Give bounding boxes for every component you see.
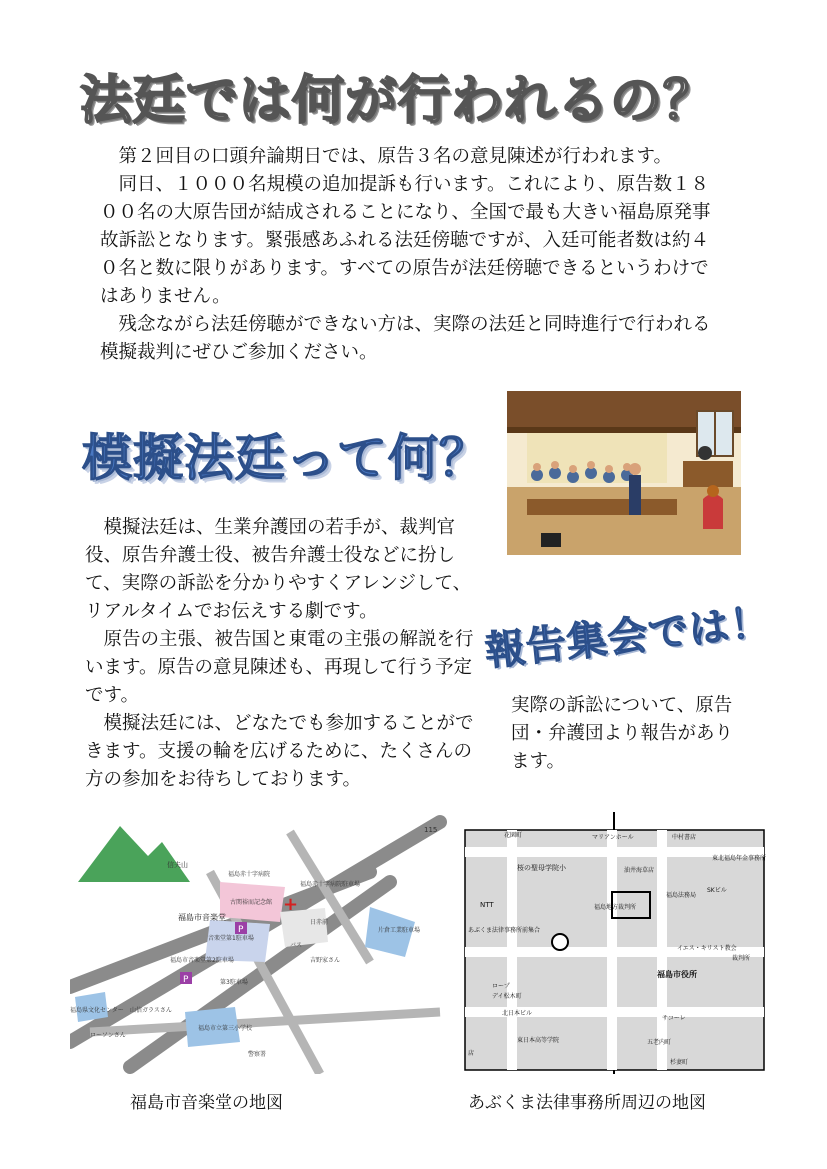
svg-text:杉妻町: 杉妻町	[670, 1059, 689, 1066]
svg-text:あぶくま法律事務所前集合: あぶくま法律事務所前集合	[468, 927, 541, 934]
svg-text:福島赤十字病院: 福島赤十字病院	[228, 871, 271, 878]
svg-text:北日本ビル: 北日本ビル	[502, 1010, 533, 1017]
svg-text:日赤前: 日赤前	[310, 919, 329, 926]
svg-text:SKビル: SKビル	[707, 887, 727, 894]
svg-text:サコーレ: サコーレ	[662, 1015, 686, 1022]
svg-text:福島地方裁判所: 福島地方裁判所	[594, 904, 637, 911]
heading-report-meeting: 報告集会では！	[482, 599, 774, 676]
intro-text	[100, 143, 725, 367]
svg-text:ローソンさん: ローソンさん	[90, 1032, 126, 1039]
svg-text:福島法務局: 福島法務局	[666, 892, 697, 899]
intro-paragraph-2: 同日、１０００名規模の追加提訴も行います。これにより、原告数１８００名の大原告団が結成されることになり、全国で最も大きい福島原発事故訴訟となります。緊張感あふれる法廷傍聴ですが、入廷可能者数は約４０名と数に限りがあります。すべての原告が法廷傍聴できるというわけではありません。	[100, 174, 711, 307]
svg-text:福島市立第三小学校: 福島市立第三小学校	[198, 1025, 253, 1032]
concert-hall-map	[70, 812, 450, 1074]
svg-text:福島市役所: 福島市役所	[657, 970, 697, 979]
svg-text:油井海草店: 油井海草店	[624, 867, 655, 874]
svg-text:115: 115	[424, 826, 438, 834]
svg-text:音楽堂第1駐車場: 音楽堂第1駐車場	[208, 935, 254, 942]
svg-text:バス: バス	[290, 942, 303, 949]
svg-text:店: 店	[468, 1050, 475, 1057]
svg-text:NTT: NTT	[480, 901, 494, 909]
svg-text:警察署: 警察署	[248, 1051, 267, 1058]
concert-hall-map-caption: 福島市音楽堂の地図	[130, 1093, 283, 1113]
svg-text:桜の聖母学院小: 桜の聖母学院小	[517, 864, 566, 872]
svg-text:P: P	[183, 975, 189, 985]
intro-paragraph-1: 第２回目の口頭弁論期日では、原告３名の意見陳述が行われます。	[100, 146, 673, 167]
svg-text:マリアンホール: マリアンホール	[592, 834, 634, 841]
svg-text:+: +	[283, 894, 299, 915]
law-office-map-caption: あぶくま法律事務所周辺の地図	[468, 1093, 706, 1113]
report-paragraph: 実際の訴訟について、原告団・弁護団より報告があります。	[511, 695, 734, 772]
svg-text:福島市音楽堂: 福島市音楽堂	[178, 913, 226, 922]
intro-paragraph-3: 残念ながら法廷傍聴ができない方は、実際の法廷と同時進行で行われる模擬裁判にぜひご参加ください。	[100, 314, 711, 363]
meeting-point-icon	[552, 934, 568, 950]
svg-text:山信ガラスさん: 山信ガラスさん	[130, 1007, 172, 1014]
mock-paragraph-3: 模擬法廷には、どなたでも参加することができます。支援の輪を広げるために、たくさんの方の参加をお待ちしております。	[85, 713, 474, 790]
mock-paragraph-2: 原告の主張、被告国と東電の主張の解説を行います。原告の意見陳述も、再現して行う予定です。	[85, 629, 474, 706]
svg-text:吉野家さん: 吉野家さん	[310, 957, 341, 964]
mock-paragraph-1: 模擬法廷は、生業弁護団の若手が、裁判官役、原告弁護士役、被告弁護士役などに扮して、実際の訴訟を分かりやすくアレンジして、リアルタイムでお伝えする劇です。	[85, 517, 472, 622]
law-office-map	[462, 812, 767, 1074]
svg-text:イエス・キリスト教会: イエス・キリスト教会	[677, 945, 737, 952]
svg-text:福島市音楽堂第2駐車場: 福島市音楽堂第2駐車場	[170, 957, 234, 964]
svg-text:東日本高等学院: 東日本高等学院	[517, 1037, 560, 1044]
svg-text:福島県文化センター: 福島県文化センター	[70, 1007, 124, 1014]
svg-text:信夫山: 信夫山	[167, 861, 188, 869]
svg-text:ロープ: ロープ	[492, 983, 510, 990]
svg-text:花園町: 花園町	[504, 832, 523, 839]
heading-mock-court: 模擬法廷って何？	[82, 429, 490, 487]
svg-text:デイ松木町: デイ松木町	[492, 993, 522, 1000]
svg-text:福島赤十字病院駐車場: 福島赤十字病院駐車場	[300, 881, 361, 888]
svg-text:第3駐車場: 第3駐車場	[220, 979, 248, 986]
svg-text:東北福島年金事務所: 東北福島年金事務所	[712, 855, 767, 862]
svg-text:古関裕而記念館: 古関裕而記念館	[230, 899, 273, 906]
heading-court-proceedings: 法廷では何が行われるの？	[80, 71, 717, 131]
courtroom-illustration	[507, 391, 741, 555]
svg-text:P: P	[238, 925, 244, 935]
svg-text:片倉工業駐車場: 片倉工業駐車場	[378, 927, 421, 934]
report-meeting-text	[511, 692, 751, 776]
svg-text:五老内町: 五老内町	[647, 1039, 672, 1046]
svg-text:中村書店: 中村書店	[672, 834, 697, 841]
mock-court-text	[85, 514, 480, 794]
svg-text:裁判所: 裁判所	[732, 955, 751, 962]
